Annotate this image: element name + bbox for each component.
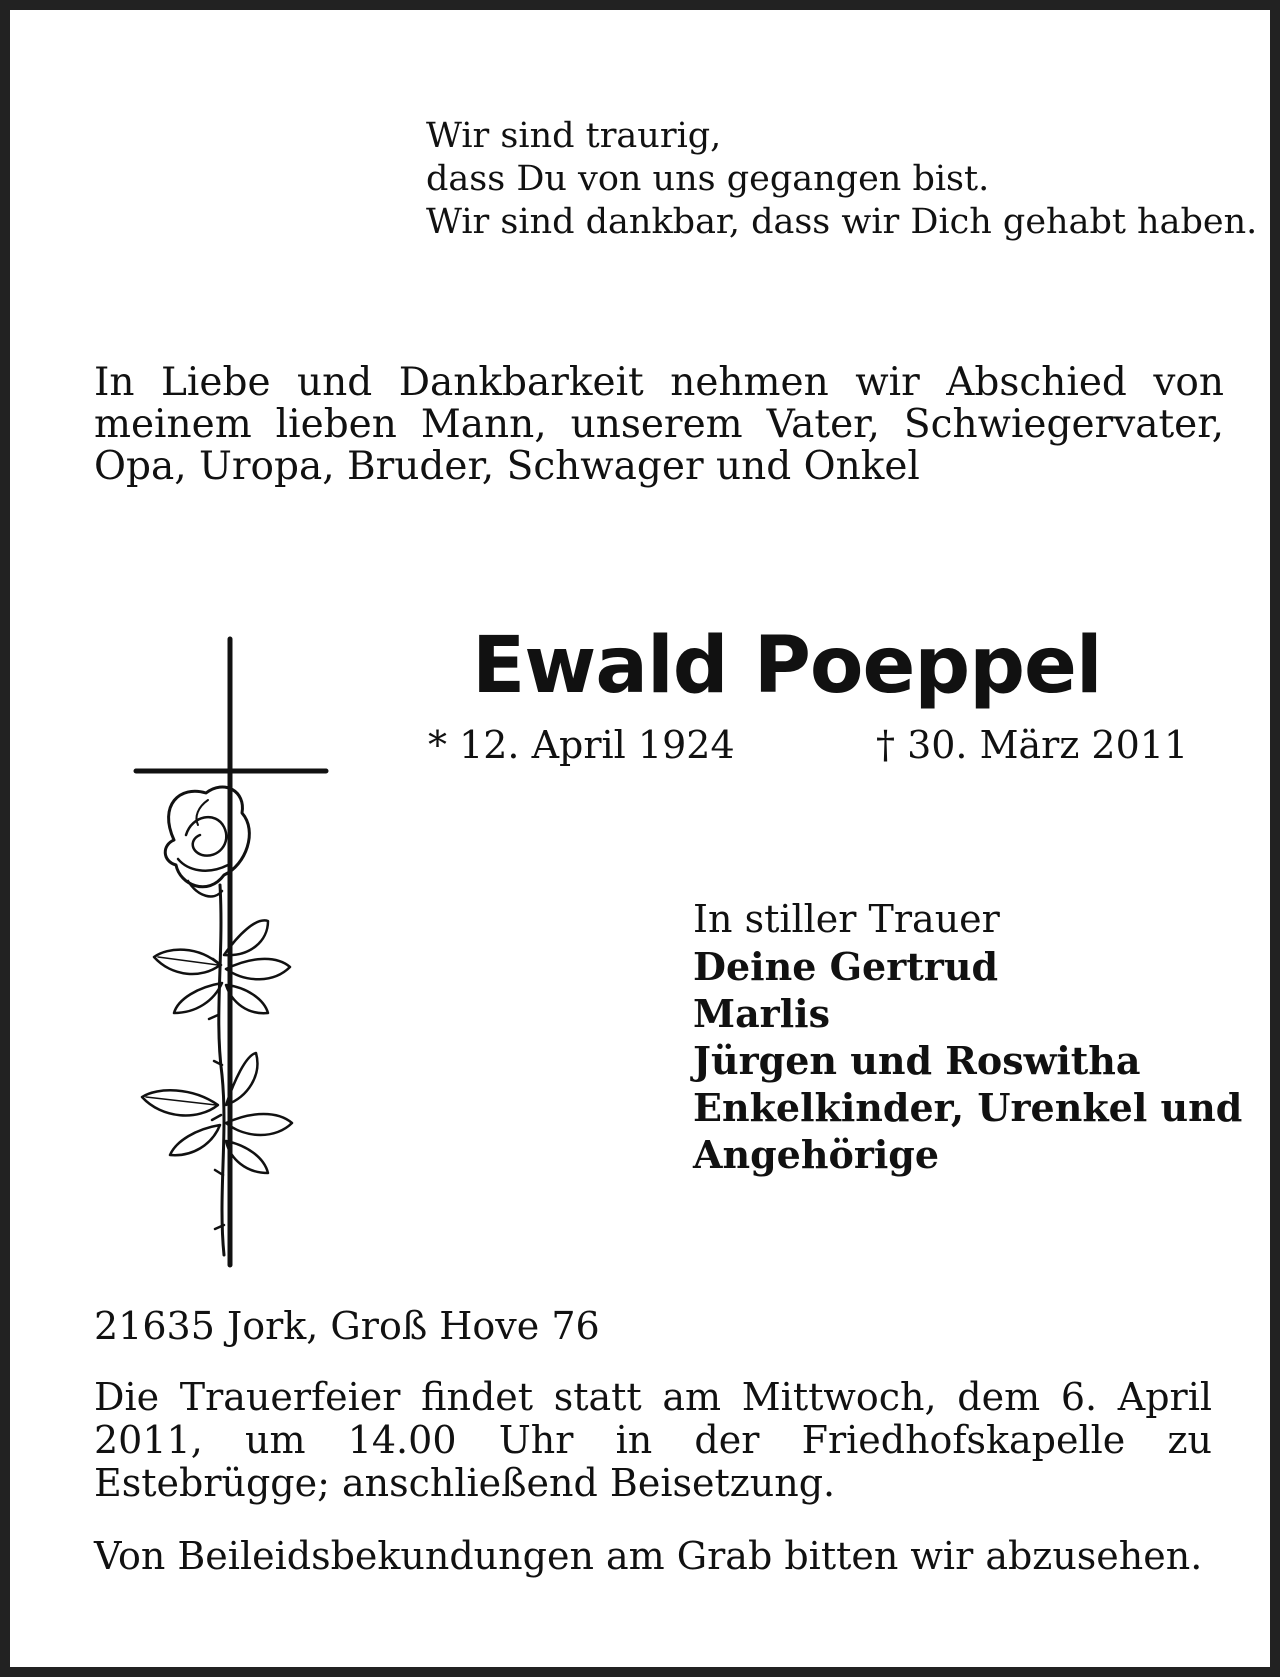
mourner-name: Marlis (693, 991, 830, 1036)
mourner-name: Angehörige (693, 1132, 940, 1177)
condolence-note: Von Beileidsbekundungen am Grab bitten wir abzusehen. (94, 1534, 1203, 1578)
mourner-name: Jürgen und Roswitha (693, 1038, 1141, 1083)
birth-date: * 12. April 1924 (428, 723, 735, 767)
mourners-block (693, 896, 1242, 1178)
address: 21635 Jork, Groß Hove 76 (94, 1304, 600, 1348)
intro-text: In Liebe und Dankbarkeit nehmen wir Abschied von meinem lieben Mann, unserem Vater, Schwiegervater, Opa, Uropa, Bruder, Schwager und Onkel (94, 360, 1224, 489)
motto-line: dass Du von uns gegangen bist. (426, 159, 990, 199)
deceased-name: Ewald Poeppel (472, 621, 1102, 711)
motto-line: Wir sind traurig, (426, 116, 722, 156)
cross-with-rose-icon (128, 635, 338, 1275)
mourners-heading: In stiller Trauer (693, 897, 1000, 941)
mourner-name: Deine Gertrud (693, 944, 999, 989)
death-date: † 30. März 2011 (876, 723, 1189, 767)
motto (426, 115, 1257, 244)
mourner-name: Enkelkinder, Urenkel und (693, 1085, 1243, 1130)
motto-line: Wir sind dankbar, dass wir Dich gehabt haben. (426, 202, 1258, 242)
funeral-service-text: Die Trauerfeier findet statt am Mittwoch, dem 6. April 2011, um 14.00 Uhr in der Friedhofskapelle zu Estebrügge; anschließend Beisetzung. (94, 1375, 1212, 1505)
